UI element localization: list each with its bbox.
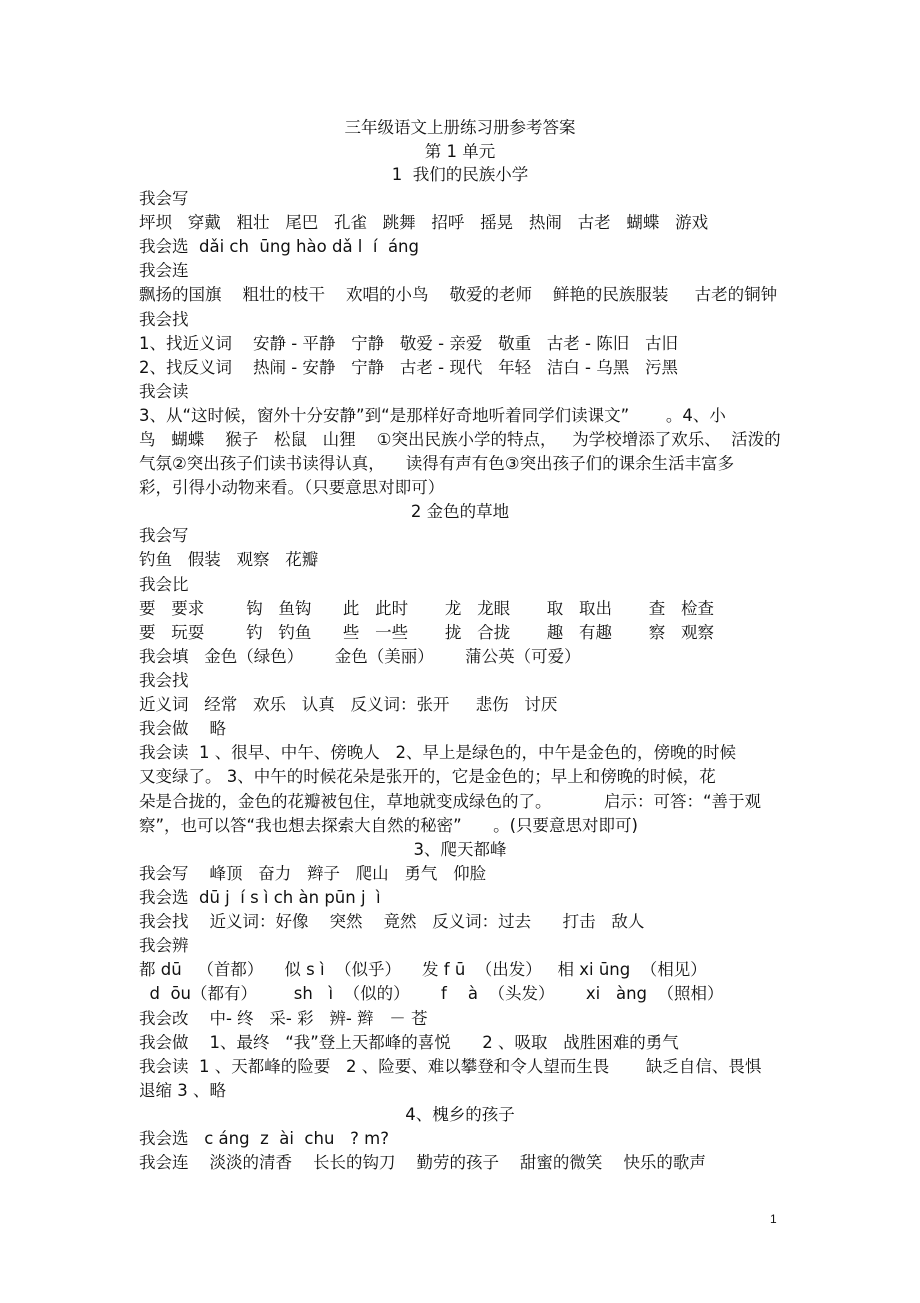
text-line: 我会读 1 、很早、中午、傍晚人 2、早上是绿色的，中午是金色的，傍晚的时候 (139, 743, 736, 762)
text-line: 我会读 1 、天都峰的险要 2 、险要、难以攀登和令人望而生畏 缺乏自信、畏惧 (139, 1057, 762, 1076)
text-line: 朵是合拢的，金色的花瓣被包住，草地就变成绿色的了。 启示：可答：“善于观 (139, 792, 761, 811)
section-label: 我会辨 (139, 936, 189, 955)
section-label: 我会写 (139, 189, 189, 208)
text-line: 我会连 淡淡的清香 长长的钩刀 勤劳的孩子 甜蜜的微笑 快乐的歌声 (139, 1153, 706, 1172)
section-label: 我会连 (139, 261, 189, 280)
text-line: 我会写 峰顶 奋力 辫子 爬山 勇气 仰脸 (139, 864, 487, 883)
text-line: 飘扬的国旗 粗壮的枝干 欢唱的小鸟 敬爱的老师 鲜艳的民族服装 古老的铜钟 (139, 285, 778, 304)
section-label: 我会读 (139, 382, 189, 401)
text-line: 退缩 3 、略 (139, 1081, 226, 1100)
text-line: 我会选 c áng z ài chu ? m? (139, 1129, 389, 1148)
text-line: 彩，引得小动物来看。（只要意思对即可） (139, 478, 445, 497)
page-number: 1 (770, 1212, 777, 1226)
section-label: 我会写 (139, 526, 189, 545)
text-line: 气氛②突出孩子们读书读得认真， 读得有声有色③突出孩子们的课余生活丰富多 (139, 454, 735, 473)
section-label: 我会比 (139, 575, 189, 594)
text-line: 我会改 中- 终 采- 彩 辨- 辫 － 苍 (139, 1009, 428, 1028)
text-line: 又变绿了。 3、中午的时候花朵是张开的，它是金色的；早上和傍晚的时候，花 (139, 767, 716, 786)
text-line: 2、找反义词 热闹 - 安静 宁静 古老 - 现代 年轻 洁白 - 乌黑 污黑 (139, 358, 678, 377)
lesson-heading: 3、爬天都峰 (413, 840, 507, 859)
section-label: 我会找 (139, 310, 189, 329)
text-line: 我会做 略 (139, 719, 226, 738)
section-label: 我会找 (139, 671, 189, 690)
text-line: 察”，也可以答“我也想去探索大自然的秘密” 。(只要意思对即可) (139, 816, 638, 835)
text-line: 我会找 近义词：好像 突然 竟然 反义词：过去 打击 敌人 (139, 912, 645, 931)
text-line: d ōu（都有） sh ì （似的） f à （头发） xi àng （照相） (139, 984, 724, 1003)
text-line: 我会做 1、最终 “我”登上天都峰的喜悦 2 、吸取 战胜困难的勇气 (139, 1033, 679, 1052)
text-line: 坪坝 穿戴 粗壮 尾巴 孔雀 跳舞 招呼 摇晃 热闹 古老 蝴蝶 游戏 (139, 213, 709, 232)
text-line: 近义词 经常 欢乐 认真 反义词：张开 悲伤 讨厌 (139, 695, 558, 714)
lesson-heading: 4、槐乡的孩子 (405, 1105, 515, 1124)
text-line: 我会选 dū j í s ì ch àn pūn j ì (139, 888, 381, 907)
document-title: 三年级语文上册练习册参考答案 (344, 118, 576, 137)
text-line: 都 dū （首都） 似 s ì （似乎） 发 f ū （出发） 相 xi ūng （相见） (139, 960, 707, 979)
text-line: 钓鱼 假装 观察 花瓣 (139, 550, 319, 569)
text-line: 要 要求 钩 鱼钩 此 此时 龙 龙眼 取 取出 查 检查 (139, 599, 714, 618)
lesson-heading: 1 我们的民族小学 (391, 165, 529, 184)
unit-heading: 第 1 单元 (424, 142, 496, 161)
text-line: 要 玩耍 钓 钓鱼 些 一些 拢 合拢 趣 有趣 察 观察 (139, 623, 714, 642)
text-line: 3、从“这时候，窗外十分安静”到“是那样好奇地听着同学们读课文” 。4、小 (139, 406, 726, 425)
text-line: 我会选 dǎi ch ūng hào dǎ l í áng (139, 237, 419, 256)
lesson-heading: 2 金色的草地 (410, 502, 510, 521)
text-line: 1、找近义词 安静 - 平静 宁静 敬爱 - 亲爱 敬重 古老 - 陈旧 古旧 (139, 334, 678, 353)
text-line: 鸟 蝴蝶 猴子 松鼠 山狸 ①突出民族小学的特点， 为学校增添了欢乐、 活泼的 (139, 430, 781, 449)
text-line: 我会填 金色（绿色） 金色（美丽） 蒲公英（可爱） (139, 647, 581, 666)
